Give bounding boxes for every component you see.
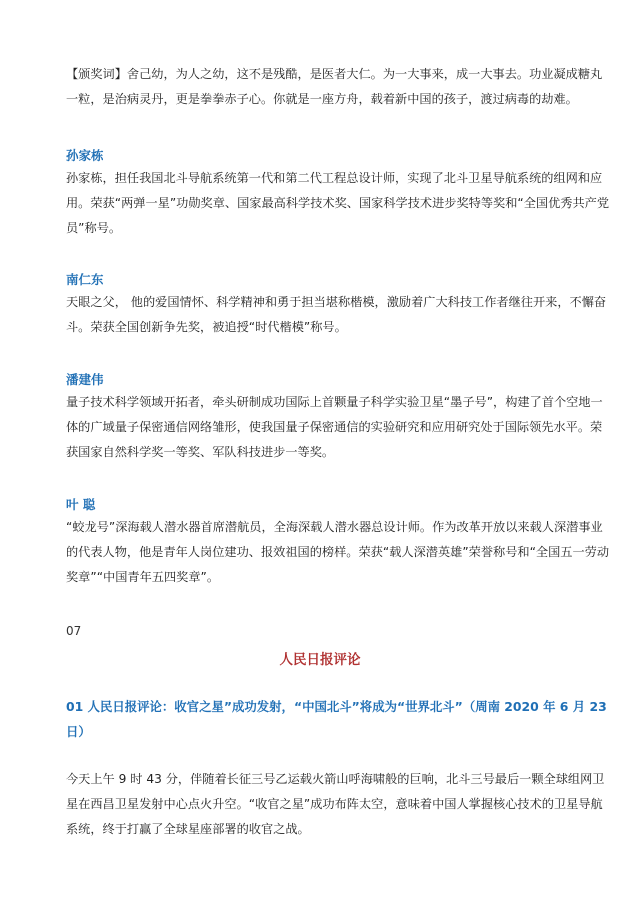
person-name-ye-cong: 叶 聪	[66, 497, 96, 512]
person-bio-ye-cong: “蛟龙号”深海载人潜水器首席潜航员，全海深载人潜水器总设计师。作为改革开放以来载人深潜事业的代表人物，他是青年人岗位建功、报效祖国的榜样。荣获“载人深潜英雄”荣誉称号和“全国五一劳动奖章”“中国青年五四奖章”。	[66, 520, 610, 584]
award-citation-paragraph: 【颁奖词】舍己幼，为人之幼，这不是残酷，是医者大仁。为一大事来，成一大事去。功业凝成糖丸一粒，是治病灵丹，更是拳拳赤子心。你就是一座方舟，载着新中国的孩子，渡过病毒的劫难。	[66, 67, 603, 106]
person-bio-sun-jiadong: 孙家栋，担任我国北斗导航系统第一代和第二代工程总设计师，实现了北斗卫星导航系统的组网和应用。荣获“两弹一星”功勋奖章、国家最高科学技术奖、国家科学技术进步奖特等奖和“全国优秀共产党员”称号。	[66, 171, 610, 235]
article-body-paragraph: 今天上午 9 时 43 分，伴随着长征三号乙运载火箭山呼海啸般的巨响，北斗三号最后一颗全球组网卫星在西昌卫星发射中心点火升空。“收官之星”成功布阵太空，意味着中国人掌握核心技术的卫星导航系统，终于打赢了全球星座部署的收官之战。	[66, 772, 605, 836]
article-title: 01 人民日报评论：收官之星”成功发射，“中国北斗”将成为“世界北斗”（周南 2020 年 6 月 23 日）	[66, 699, 607, 739]
section-title: 人民日报评论	[279, 652, 361, 668]
person-bio-pan-jianwei: 量子技术科学领域开拓者，牵头研制成功国际上首颗量子科学实验卫星“墨子号”，构建了首个空地一体的广域量子保密通信网络雏形，使我国量子保密通信的实验研究和应用研究处于国际领先水平。荣获国家自然科学奖一等奖、军队科技进步一等奖。	[66, 395, 603, 459]
person-name-sun-jiadong: 孙家栋	[66, 148, 104, 163]
page-number: 07	[66, 624, 82, 638]
person-bio-nan-rendong: 天眼之父， 他的爱国情怀、科学精神和勇于担当堪称楷模，激励着广大科技工作者继往开来，不懈奋斗。荣获全国创新争先奖，被追授“时代楷模”称号。	[66, 295, 607, 334]
person-name-pan-jianwei: 潘建伟	[66, 372, 104, 387]
person-name-nan-rendong: 南仁东	[66, 272, 104, 287]
